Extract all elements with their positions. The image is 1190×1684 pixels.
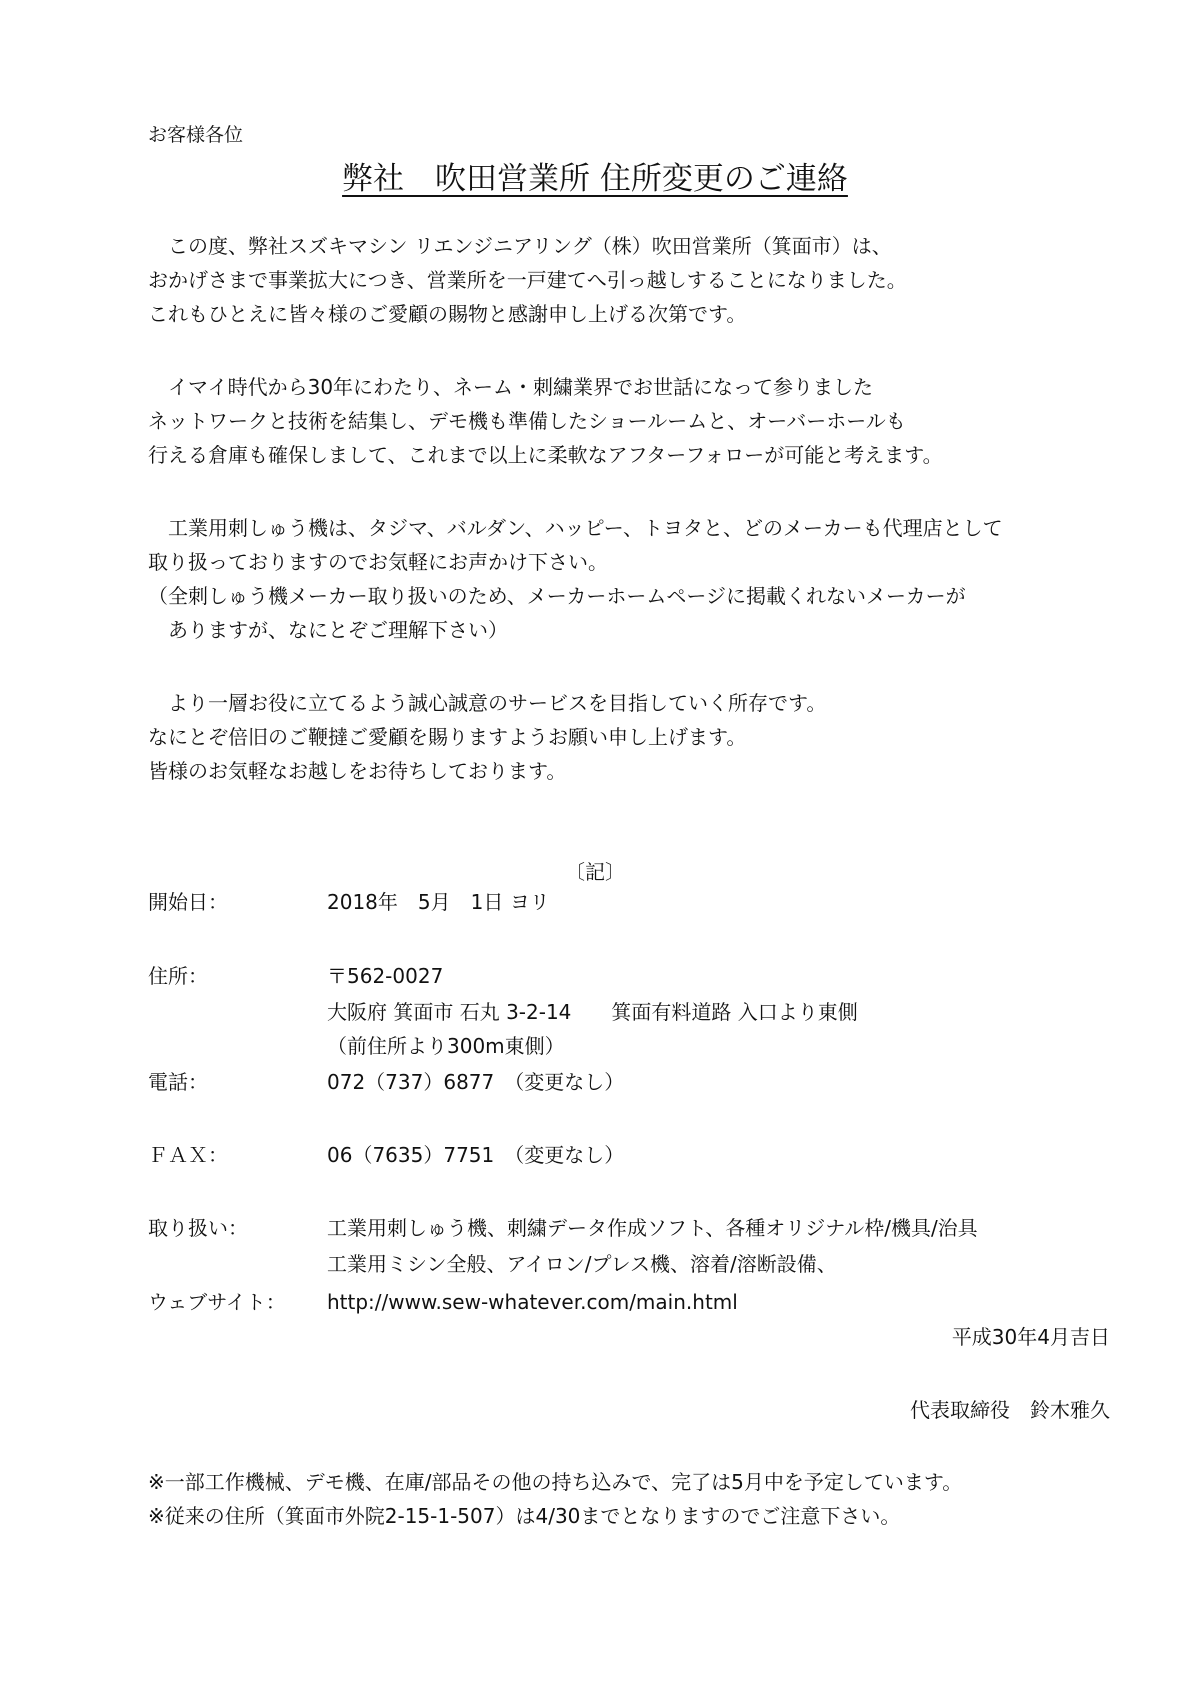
fax-label: ＦＡＸ：: [148, 1143, 228, 1167]
note-1: ※一部工作機械、デモ機、在庫/部品その他の持ち込みで、完了は5月中を予定しています。: [148, 1470, 963, 1494]
address-postal: 〒562-0027: [327, 964, 444, 988]
address-line-2: （前住所より300m東側）: [327, 1034, 565, 1058]
salutation: お客様各位: [148, 124, 244, 146]
document-title-text: 弊社 吹田営業所 住所変更のご連絡: [342, 161, 848, 197]
start-date-label: 開始日：: [148, 890, 228, 914]
paragraph-2-line-3: 行える倉庫も確保しまして、これまで以上に柔軟なアフターフォローが可能と考えます。: [148, 443, 943, 467]
paragraph-2-line-1: イマイ時代から30年にわたり、ネーム・刺繍業界でお世話になって参りました: [148, 375, 874, 399]
paragraph-1-line-3: これもひとえに皆々様のご愛顧の賜物と感謝申し上げる次第です。: [148, 302, 747, 326]
phone-label: 電話：: [148, 1070, 208, 1094]
handling-line-1: 工業用刺しゅう機、刺繍データ作成ソフト、各種オリジナル枠/機具/治具: [327, 1216, 978, 1240]
paragraph-3-line-2: 取り扱っておりますのでお気軽にお声かけ下さい。: [148, 550, 608, 574]
start-date-value: 2018年 5月 1日 ヨリ: [327, 890, 550, 914]
paragraph-4-line-3: 皆様のお気軽なお越しをお待ちしております。: [148, 759, 567, 783]
website-label: ウェブサイト：: [148, 1290, 286, 1314]
paragraph-1-line-2: おかげさまで事業拡大につき、営業所を一戸建てへ引っ越しすることになりました。: [148, 268, 907, 292]
address-line-1: 大阪府 箕面市 石丸 3-2-14 箕面有料道路 入口より東側: [327, 1000, 858, 1024]
paragraph-3-line-3: （全刺しゅう機メーカー取り扱いのため、メーカーホームページに掲載くれないメーカーが: [148, 584, 966, 608]
paragraph-3-line-1: 工業用刺しゅう機は、タジマ、バルダン、ハッピー、トヨタと、どのメーカーも代理店として: [148, 516, 1003, 540]
ki-heading: 〔記〕: [565, 860, 625, 884]
paragraph-4-line-1: より一層お役に立てるよう誠心誠意のサービスを目指していく所存です。: [148, 691, 827, 715]
paragraph-3-line-4: ありますが、なにとぞご理解下さい）: [148, 618, 508, 642]
phone-value: 072（737）6877 （変更なし）: [327, 1070, 625, 1094]
document-title: [0, 157, 1190, 201]
handling-label: 取り扱い：: [148, 1216, 248, 1240]
note-2: ※従来の住所（箕面市外院2-15-1-507）は4/30までとなりますのでご注意下さい。: [148, 1504, 901, 1528]
handling-line-2: 工業用ミシン全般、アイロン/プレス機、溶着/溶断設備、: [327, 1252, 837, 1276]
paragraph-4-line-2: なにとぞ倍旧のご鞭撻ご愛顧を賜りますようお願い申し上げます。: [148, 725, 747, 749]
fax-value: 06（7635）7751 （変更なし）: [327, 1143, 625, 1167]
signature: 代表取締役 鈴木雅久: [910, 1398, 1110, 1422]
paragraph-2-line-2: ネットワークと技術を結集し、デモ機も準備したショールームと、オーバーホールも: [148, 409, 906, 433]
website-link[interactable]: http://www.sew-whatever.com/main.html: [327, 1290, 738, 1314]
paragraph-1-line-1: この度、弊社スズキマシン リエンジニアリング（株）吹田営業所（箕面市）は、: [148, 234, 892, 258]
address-label: 住所：: [148, 964, 208, 988]
issue-date: 平成30年4月吉日: [951, 1325, 1110, 1349]
